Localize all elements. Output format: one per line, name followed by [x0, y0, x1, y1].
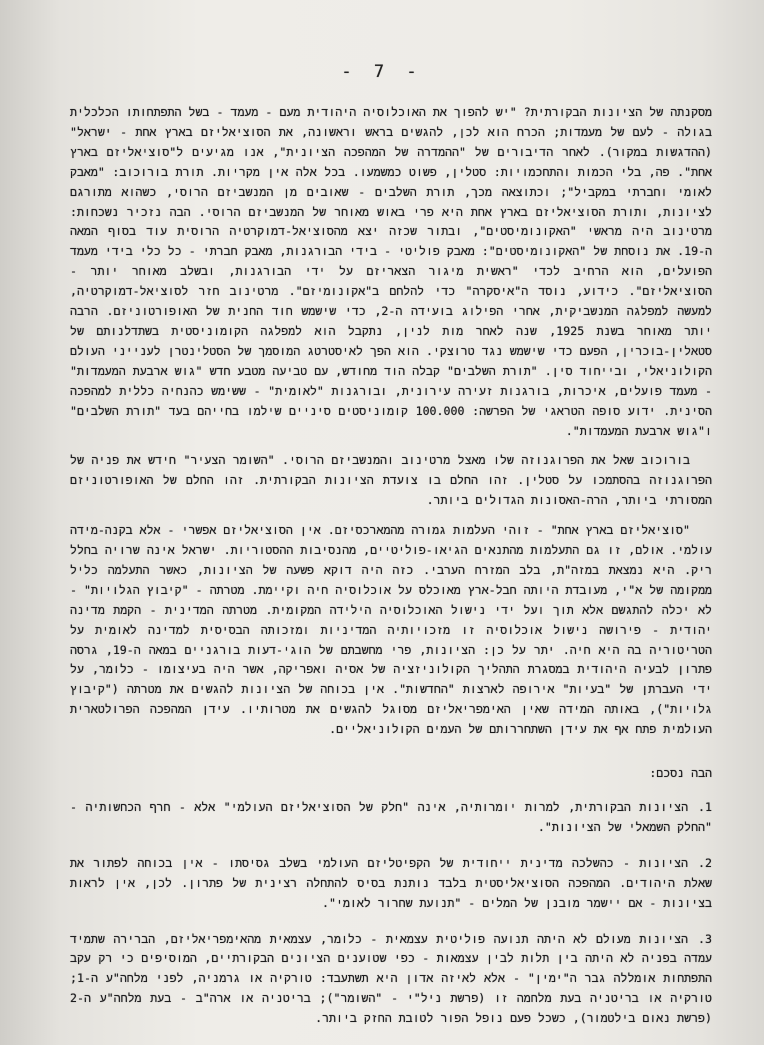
- paragraph-3: "סוציאליזם בארץ אחת" - זוהי העלמות גמורה מהמארכסיזם. אין הסוציאליזם אפשרי - אלא בקנה-מידה עולמי. אולם, זו גם התעלמות מהתנאים הגיאו-פוליטיים, מהנסיבות ההסטוריות. ישראל אינה שרויה בחלל ריק. היא נמצאת במזה"ת, בלב המזרח הערבי. כזה היה דוקא פשעה של הציונות, כאשר התעלמה כליל ממקומה של א"י, מעובדת היותה חבל-ארץ מאוכלס על אוכלוסיה חיה וקיימת. מטרתה - "קיבוץ הגלויות" - לא יכלה להתגשם אלא תוך ועל ידי נישול האוכלוסיה הילידה המקומית. מטרתה המדינית - הקמת מדינה יהודית - פירושה נישול אוכלוסיה זו מזכויותיה המדיניות ומזכותה הבסיסית למדינה לאומית על הטריטוריה בה היא חיה. יתר על כן: הציונות, פרי מחשבתם של הוגי-דעות בורגניים במאה ה-19, גרסה פתרון לבעיה היהודית במסגרת התהליך הקולוניזציה של אסיה ואפריקה, אשר היה בעיצומו - כלומר, על ידי העברתן של "בעיות" אירופה לארצות "החדשות". אין בכוחה של הציונות להגשים את מטרתה ("קיבוץ גלויות"), באותה המידה שאין האימפריאליזם מסוגל להגשים את מטרותיו. עידן המהפכה הפרולטארית העולמית פתח אף את עידן השתחררותם של העמים הקולוניאליים.: [70, 523, 712, 737]
- summary-item-1: [70, 798, 712, 838]
- summary-item-number: 2.: [698, 855, 712, 870]
- summary-item-number: 3.: [698, 931, 712, 946]
- body-text: [70, 103, 712, 1045]
- paragraph-1: מסקנתה של הציונות הבקורתית? "יש להפוך את האוכלוסיה היהודית מעם - מעמד - בשל התפתחותו הכלכלית בגולה - לעם של מעמדות; הכרח הוא לכן, להגשים בראש וראשונה, את הסוציאליזם בארץ אחת - ישראל" (ההדגשות במקור). לאחר הדיבורים של "ההמדרה של המהפכה הציונית", אנו מגיעים ל"סוציאליזם בארץ אחת". פה, בלי הכמות והתחכמויות: סטלין, פשוט כמשמעו. בכל אלה אין מקריות. תורת בורוכוב: "מאבק לאומי וחברתי במקביל"; וכתוצאה מכך, תורת השלבים - שאובים מן המנשביזם הרוסי, כשהוא מתורגם לציונות, ותורת הסוציאליזם בארץ אחת היא פרי באוש מאוחר של המנשביזם הרוסי. הבה נזכיר נשכחות: מרטינוב היה מראשי "האקונומיסטים", ובתור שכזה יצא מהסוציאל-דמוקרטיה הרוסית עוד בסוף המאה ה-19. את נוסחת של "האקונומיסטים": מאבק פוליטי - בידי הבורגנות, מאבק חברתי - כל כלי בידי מעמד הפועלים, הוא הרחיב לכדי "ראשית מיגור הצאריזם על ידי הבורגנות, ובשלב מאוחר יותר - הסוציאליזם". כידוע, נוסד ה"איסקרה" כדי להלחם ב"אקונומיזם". מרטינוב חזר לסוציאל-דמוקרטיה, למעשה למפלגה המנשביקית, אחרי הפילוג בועידה ה-2, כדי שישמש חוד החנית של האופורטוניזם. הרבה יותר מאוחר בשנת 1925, שנה לאחר מות לנין, נתקבל הוא למפלגה הקומוניסטית בשתדלנותם של סטאלין-בוכרין, הפעם כדי שישמש נגד טרוצקי. הוא הפך לאיסטרטג המוסמך של הסטלינטרן לענייני העולם הקולוניאלי, ובייחוד סין. "תורת השלבים" קבלה הוד מחודש, עם טביעה מטבע חדש "גוש ארבעת המעמדות" - מעמד פועלים, איכרות, בורגנות זעירה עירונית, ובורגנות "לאומית" - ששימש כהנחיה כללית למהפכה הסינית. ידוע סופה הטראגי של הפרשה: 100.000 קומוניסטים סיניים שילמו בחייהם בעד "תורת השלבים" ו"גוש ארבעת המעמדות".: [70, 105, 712, 438]
- summary-item-text: הציונות - כהשלכה מדינית ייחודית של הקפיטליזם העולמי בשלב גסיסתו - אין בכוחה לפתור את שאלת היהודים. המהפכה הסוציאליסטית בלבד נותנת בסיס להתחלה רצינית של פתרון. לכן, אין לראות בציונות - אם יישמר מובנן של המלים - "תנועת שחרור לאומי".: [70, 855, 712, 910]
- summary-heading: הבה נסכם:: [649, 766, 712, 781]
- page-number: - 7 -: [341, 62, 423, 82]
- summary-item-text: הציונות הבקורתית, למרות יומרותיה, אינה "חלק של הסוציאליזם העולמי" אלא - חרף הכחשותיה - "החלק השמאלי של הציונות".: [70, 800, 712, 834]
- summary-item-2: [70, 854, 712, 914]
- paragraph-2: בורוכוב שאל את הפרוגנוזה שלו מאצל מרטינוב והמנשביזם הרוסי. "השומר הצעיר" חידש את פניה של הפרוגנוזה בהסתמכו על סטלין. זהו החלם בו צועדת הציונות הבקורתית. זהו החלם של האופורטוניזם המסורתי ביותר, הרה-האסונות הגדולים ביותר.: [70, 453, 712, 508]
- summary-item-text: הציונות מעולם לא היתה תנועה פוליטית עצמאית - כלומר, עצמאית מהאימפריאליזם, הברירה שתמיד עמדה בפניה לא היתה בין תלות לבין עצמאות - כפי שטוענים הציונים הבקורתיים, המוסיפים כי רק עקב התפתחות אומללה גבר ה"ימין" - אלא לאיזה אדון היא תשתעבד: טורקיה או גרמניה, לפני מלחה"ע ה-1; טורקיה או בריטניה בעת מלחמה זו (פרשת ניל"י - "השומר"); בריטניה או ארה"ב - בעת מלחה"ע ה-2 (פרשת נאום בילטמור), כשכל פעם נופל הפור לטובת החזק ביותר.: [70, 931, 712, 1026]
- summary-item-number: 1.: [698, 800, 712, 814]
- summary-item-3: [70, 930, 712, 1030]
